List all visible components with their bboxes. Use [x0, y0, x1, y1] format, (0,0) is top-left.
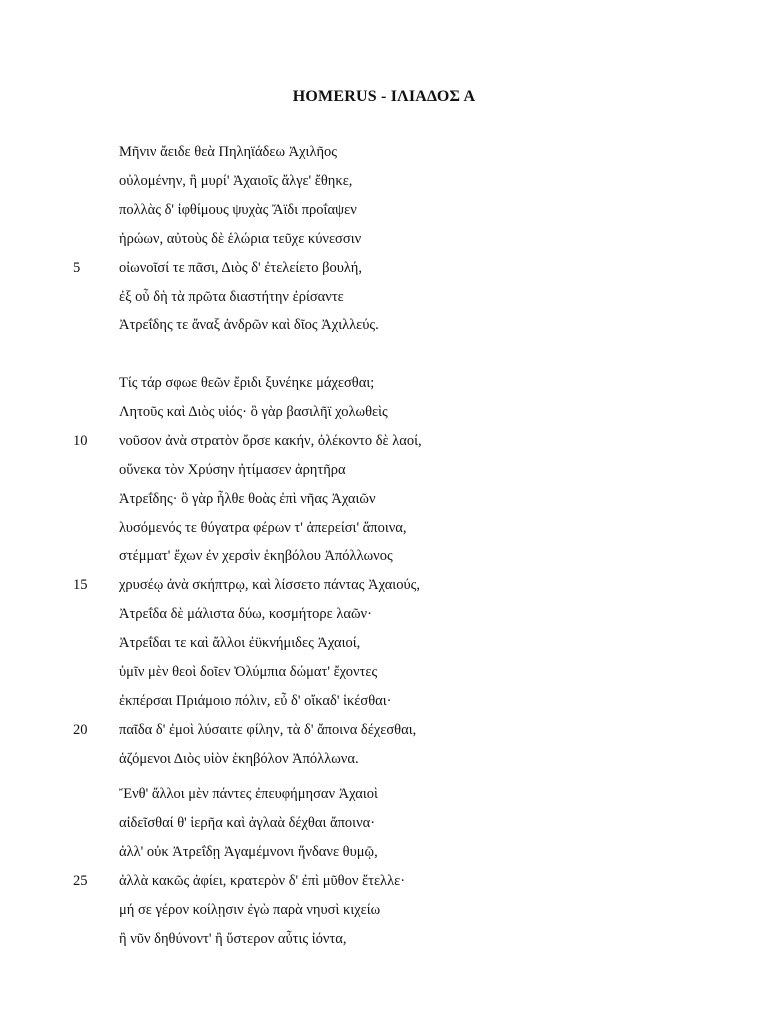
- verse-text: Τίς τάρ σφωε θεῶν ἔριδι ξυνέηκε μάχεσθαι;: [119, 375, 375, 391]
- verse-line: [0, 141, 768, 163]
- verse-line: [0, 199, 768, 221]
- verse-line: [0, 661, 768, 683]
- verse-line: [0, 372, 768, 394]
- verse-text: ἢ νῦν δηθύνοντ' ἢ ὕστερον αὖτις ἰόντα,: [119, 930, 347, 947]
- verse-text: Ἀτρεΐδα δὲ μάλιστα δύω, κοσμήτορε λαῶν·: [119, 606, 372, 623]
- verse-line: [0, 870, 768, 892]
- verse-line: [0, 748, 768, 770]
- verse-text: Μῆνιν ἄειδε θεὰ Πηληϊάδεω Ἀχιλῆος: [119, 144, 338, 160]
- verse-text: χρυσέῳ ἀνὰ σκήπτρῳ, καὶ λίσσετο πάντας Ἀχαιούς,: [119, 577, 420, 594]
- verse-line: [0, 488, 768, 510]
- verse-text: πολλὰς δ' ἰφθίμους ψυχὰς Ἄϊδι προΐαψεν: [119, 201, 357, 218]
- verse-text: οἰωνοῖσί τε πᾶσι, Διὸς δ' ἐτελείετο βουλή,: [119, 259, 363, 276]
- line-number: 20: [73, 721, 88, 738]
- verse-text: Ἔνθ' ἄλλοι μὲν πάντες ἐπευφήμησαν Ἀχαιοὶ: [119, 786, 378, 802]
- verse-text: οὐλομένην, ἣ μυρί' Ἀχαιοῖς ἄλγε' ἔθηκε,: [119, 172, 353, 189]
- document-title: HOMERUS - ΙΛΙΑΔΟΣ Α: [292, 88, 476, 105]
- verse-line: [0, 928, 768, 950]
- verse-line: [0, 228, 768, 250]
- verse-line: [0, 719, 768, 741]
- verse-text: ἐξ οὗ δὴ τὰ πρῶτα διαστήτην ἐρίσαντε: [119, 288, 344, 305]
- verse-text: Ἀτρεΐδης· ὃ γὰρ ἦλθε θοὰς ἐπὶ νῆας Ἀχαιῶν: [119, 490, 376, 507]
- verse-text: ἐκπέρσαι Πριάμοιο πόλιν, εὖ δ' οἴκαδ' ἱκέσθαι·: [119, 692, 392, 709]
- verse-line: [0, 690, 768, 712]
- verse-text: οὕνεκα τὸν Χρύσην ἠτίμασεν ἀρητῆρα: [119, 461, 346, 478]
- verse-line: [0, 517, 768, 539]
- verse-line: [0, 812, 768, 834]
- verse-text: παῖδα δ' ἐμοὶ λύσαιτε φίλην, τὰ δ' ἄποινα δέχεσθαι,: [119, 721, 417, 738]
- verse-line: [0, 574, 768, 596]
- verse-line: [0, 286, 768, 308]
- line-number: 10: [73, 432, 88, 449]
- verse-text: ἡρώων, αὐτοὺς δὲ ἑλώρια τεῦχε κύνεσσιν: [119, 230, 362, 247]
- verse-line: [0, 603, 768, 625]
- verse-text: ἀλλὰ κακῶς ἀφίει, κρατερὸν δ' ἐπὶ μῦθον ἔτελλε·: [119, 872, 406, 889]
- verse-text: νοῦσον ἀνὰ στρατὸν ὄρσε κακήν, ὀλέκοντο δὲ λαοί,: [119, 432, 422, 449]
- verse-text: Ἀτρεΐδαι τε καὶ ἄλλοι ἐϋκνήμιδες Ἀχαιοί,: [119, 635, 361, 652]
- verse-text: ἁζόμενοι Διὸς υἱὸν ἑκηβόλον Ἀπόλλωνα.: [119, 750, 359, 767]
- verse-line: [0, 401, 768, 423]
- verse-text: Ἀτρεΐδης τε ἄναξ ἀνδρῶν καὶ δῖος Ἀχιλλεύς.: [119, 317, 379, 334]
- verse-text: αἰδεῖσθαί θ' ἱερῆα καὶ ἀγλαὰ δέχθαι ἄποινα·: [119, 814, 376, 831]
- verse-line: [0, 257, 768, 279]
- verse-text: ἀλλ' οὐκ Ἀτρεΐδῃ Ἀγαμέμνονι ἥνδανε θυμῷ,: [119, 843, 378, 860]
- verse-line: [0, 899, 768, 921]
- verse-text: Λητοῦς καὶ Διὸς υἱός· ὃ γὰρ βασιλῆϊ χολωθεὶς: [119, 403, 388, 420]
- verse-line: [0, 459, 768, 481]
- verse-text: μή σε γέρον κοίλῃσιν ἐγὼ παρὰ νηυσὶ κιχείω: [119, 901, 381, 918]
- verse-text: λυσόμενός τε θύγατρα φέρων τ' ἀπερείσι' ἄποινα,: [119, 519, 407, 536]
- line-number: 5: [73, 259, 81, 276]
- verse-line: [0, 430, 768, 452]
- verse-line: [0, 783, 768, 805]
- verse-text: στέμματ' ἔχων ἐν χερσὶν ἑκηβόλου Ἀπόλλωνος: [119, 548, 393, 565]
- verse-line: [0, 841, 768, 863]
- verse-line: [0, 545, 768, 567]
- verse-line: [0, 314, 768, 336]
- line-number: 15: [73, 577, 88, 594]
- verse-line: [0, 632, 768, 654]
- verse-text: ὑμῖν μὲν θεοὶ δοῖεν Ὀλύμπια δώματ' ἔχοντες: [119, 664, 378, 680]
- verse-line: [0, 170, 768, 192]
- line-number: 25: [73, 872, 88, 889]
